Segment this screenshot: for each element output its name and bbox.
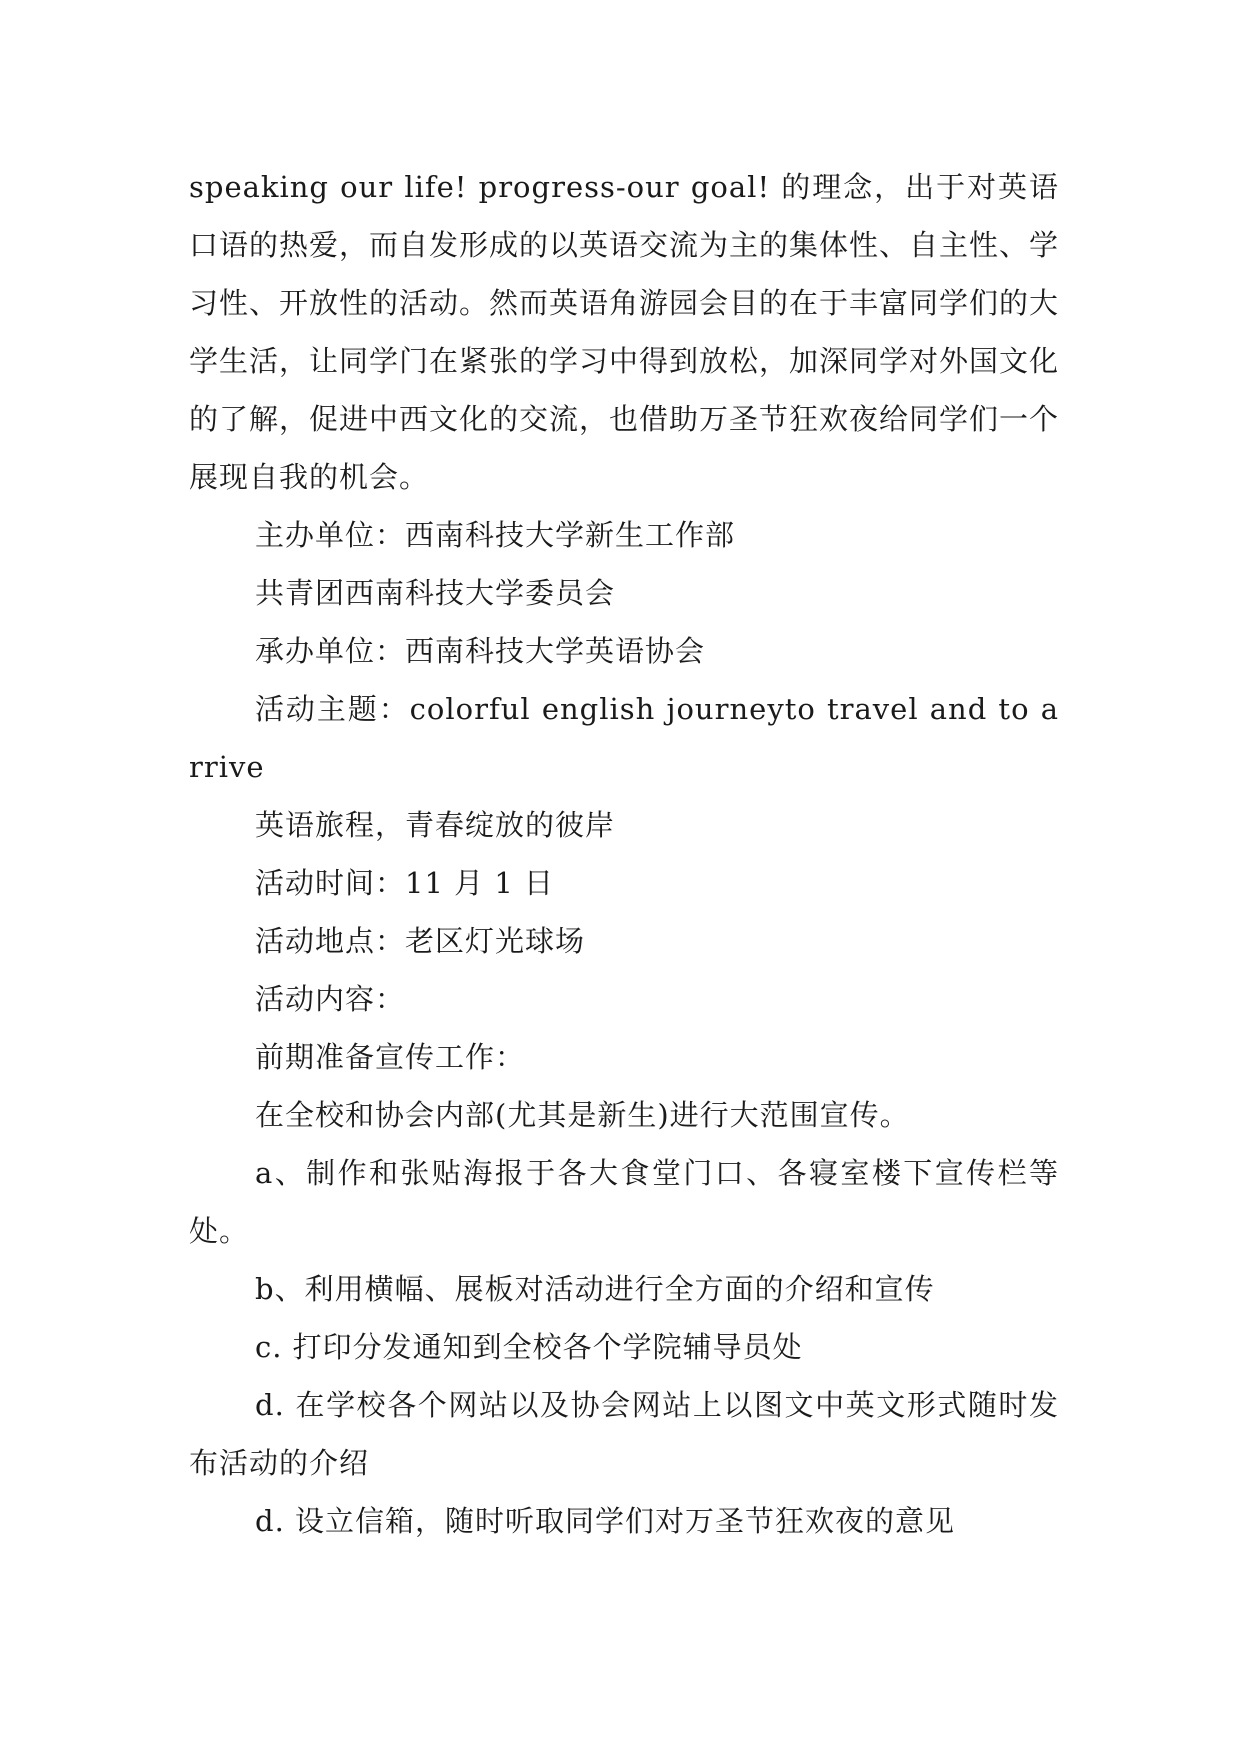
- paragraph-co-organizer: 共青团西南科技大学委员会: [255, 576, 616, 610]
- paragraph-theme-chinese: 英语旅程，青春绽放的彼岸: [255, 808, 616, 842]
- paragraph-preparation-heading: 前期准备宣传工作：: [255, 1040, 526, 1074]
- paragraph-host: 承办单位：西南科技大学英语协会: [255, 634, 706, 668]
- list-item-b: b、利用横幅、展板对活动进行全方面的介绍和宣传: [255, 1272, 935, 1306]
- paragraph-intro: speaking our life! progress-our goal! 的理念，出于对英语口语的热爱，而自发形成的以英语交流为主的集体性、自主性、学习性、开放性的活动。然而英语角游园会目的在于丰富同学们的大学生活，让同学门在紧张的学习中得到放松，加深同学对外国文化的了解，促进中西文化的交流，也借助万圣节狂欢夜给同学们一个展现自我的机会。: [189, 170, 1060, 494]
- paragraph-theme: 活动主题：colorful english journeyto travel and to arrive: [189, 692, 1059, 784]
- list-item-a: a、制作和张贴海报于各大食堂门口、各寝室楼下宣传栏等处。: [189, 1156, 1059, 1248]
- list-item-c: c. 打印分发通知到全校各个学院辅导员处: [255, 1330, 803, 1364]
- list-item-d2: d. 设立信箱，随时听取同学们对万圣节狂欢夜的意见: [255, 1504, 956, 1538]
- paragraph-organizer: 主办单位：西南科技大学新生工作部: [255, 518, 736, 552]
- paragraph-content-heading: 活动内容：: [255, 982, 406, 1016]
- paragraph-publicity: 在全校和协会内部(尤其是新生)进行大范围宣传。: [255, 1098, 910, 1132]
- paragraph-time: 活动时间：11 月 1 日: [255, 866, 555, 900]
- paragraph-location: 活动地点：老区灯光球场: [255, 924, 586, 958]
- list-item-d1: d. 在学校各个网站以及协会网站上以图文中英文形式随时发布活动的介绍: [189, 1388, 1059, 1480]
- document-body: [189, 158, 1059, 1550]
